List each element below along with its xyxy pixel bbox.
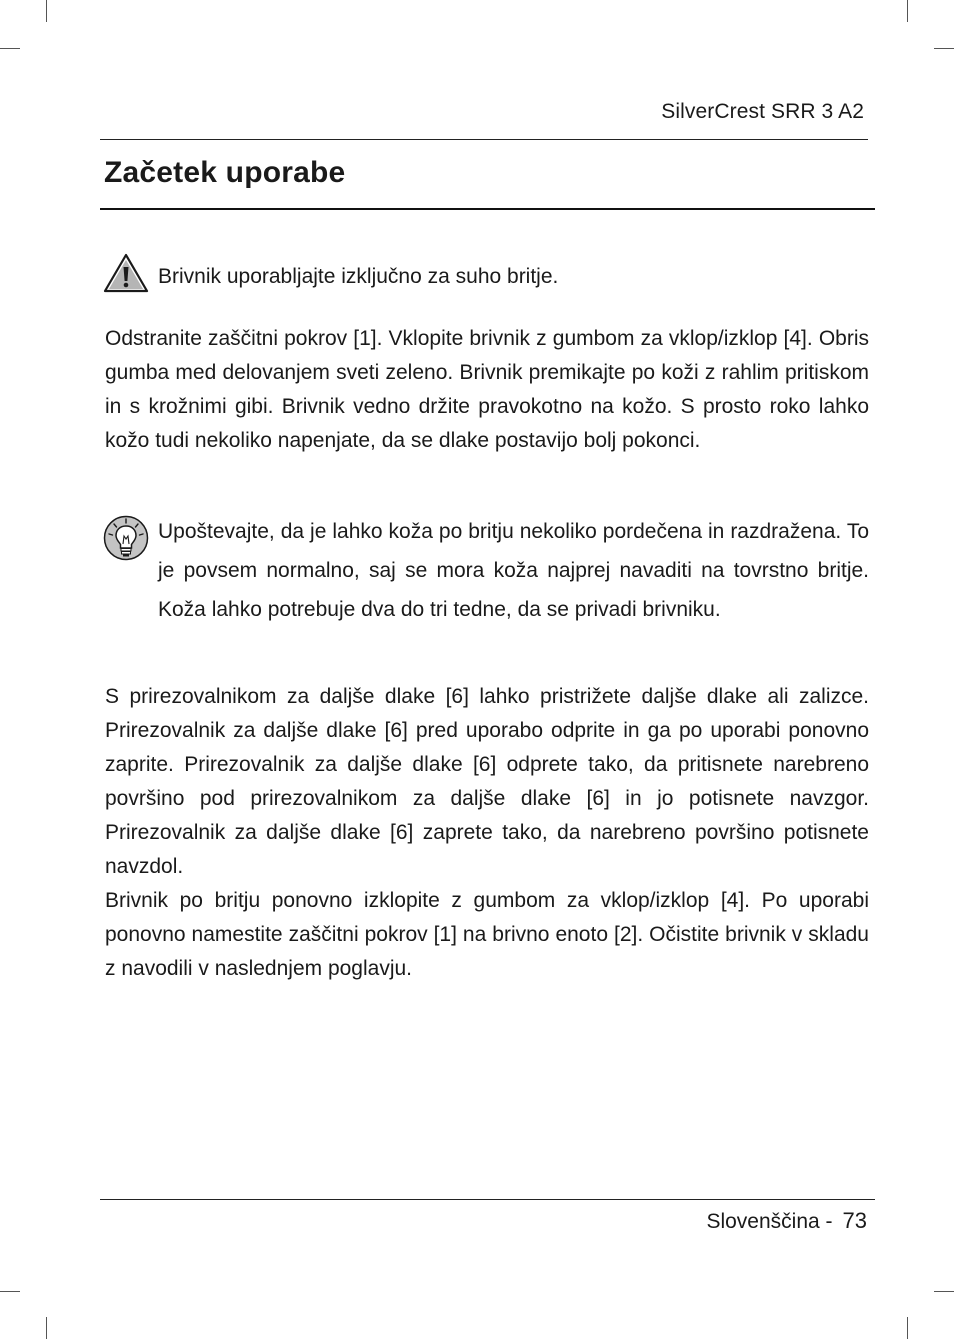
crop-mark [0, 1291, 20, 1292]
warning-note [103, 252, 873, 294]
paragraph-trimmer: S prirezovalnikom za daljše dlake [6] lahko pristrižete daljše dlake ali zalizce. Prirezovalnik za daljše dlake [6] pred uporabo odprite in ga po uporabi ponovno zaprite. Prirezovalnik za daljše dlake [6] odprete tako, da pritisnete narebreno površino pod prirezovalnikom za daljše dlake [6] in jo potisnete navzgor. Prirezovalnik za daljše dlake [6] zaprete tako, da narebreno površino potisnete navzdol. [105, 685, 869, 878]
paragraph-usage: Odstranite zaščitni pokrov [1]. Vklopite brivnik z gumbom za vklop/izklop [4]. Obris gumba med delovanjem sveti zeleno. Brivnik premikajte po koži z rahlim pritiskom in s krožnimi gibi. Brivnik vedno držite pravokotno na kožo. S prosto roko lahko kožo tudi nekoliko napenjate, da se dlake postavijo bolj pokonci. [105, 327, 869, 452]
crop-mark [934, 48, 954, 49]
crop-mark [46, 1317, 47, 1339]
footer-language: Slovenščina - [706, 1210, 833, 1233]
warning-triangle-icon [103, 252, 149, 294]
crop-mark [0, 48, 20, 49]
tip-text: Upoštevajte, da je lahko koža po britju nekoliko pordečena in razdražena. To je povsem normalno, saj se mora koža najprej navaditi na tovrstno britje. Koža lahko potrebuje dva do tri tedne, da se privadi brivniku. [158, 520, 869, 621]
crop-mark [46, 0, 47, 22]
warning-text: Brivnik uporabljajte izključno za suho britje. [158, 265, 559, 288]
title-rule [100, 208, 875, 210]
header-product-name: SilverCrest SRR 3 A2 [661, 100, 864, 123]
paragraph-after-shave: Brivnik po britju ponovno izklopite z gumbom za vklop/izklop [4]. Po uporabi ponovno namestite zaščitni pokrov [1] na brivno enoto [2]. Očistite brivnik v skladu z navodili v naslednjem poglavju. [105, 889, 869, 980]
crop-mark [907, 1317, 908, 1339]
lightbulb-tip-icon [103, 515, 149, 561]
crop-mark [934, 1291, 954, 1292]
header-rule [100, 139, 868, 140]
footer [706, 1208, 867, 1234]
section-title: Začetek uporabe [104, 156, 346, 189]
crop-mark [907, 0, 908, 22]
page-number: 73 [842, 1208, 867, 1233]
footer-rule [100, 1199, 875, 1200]
